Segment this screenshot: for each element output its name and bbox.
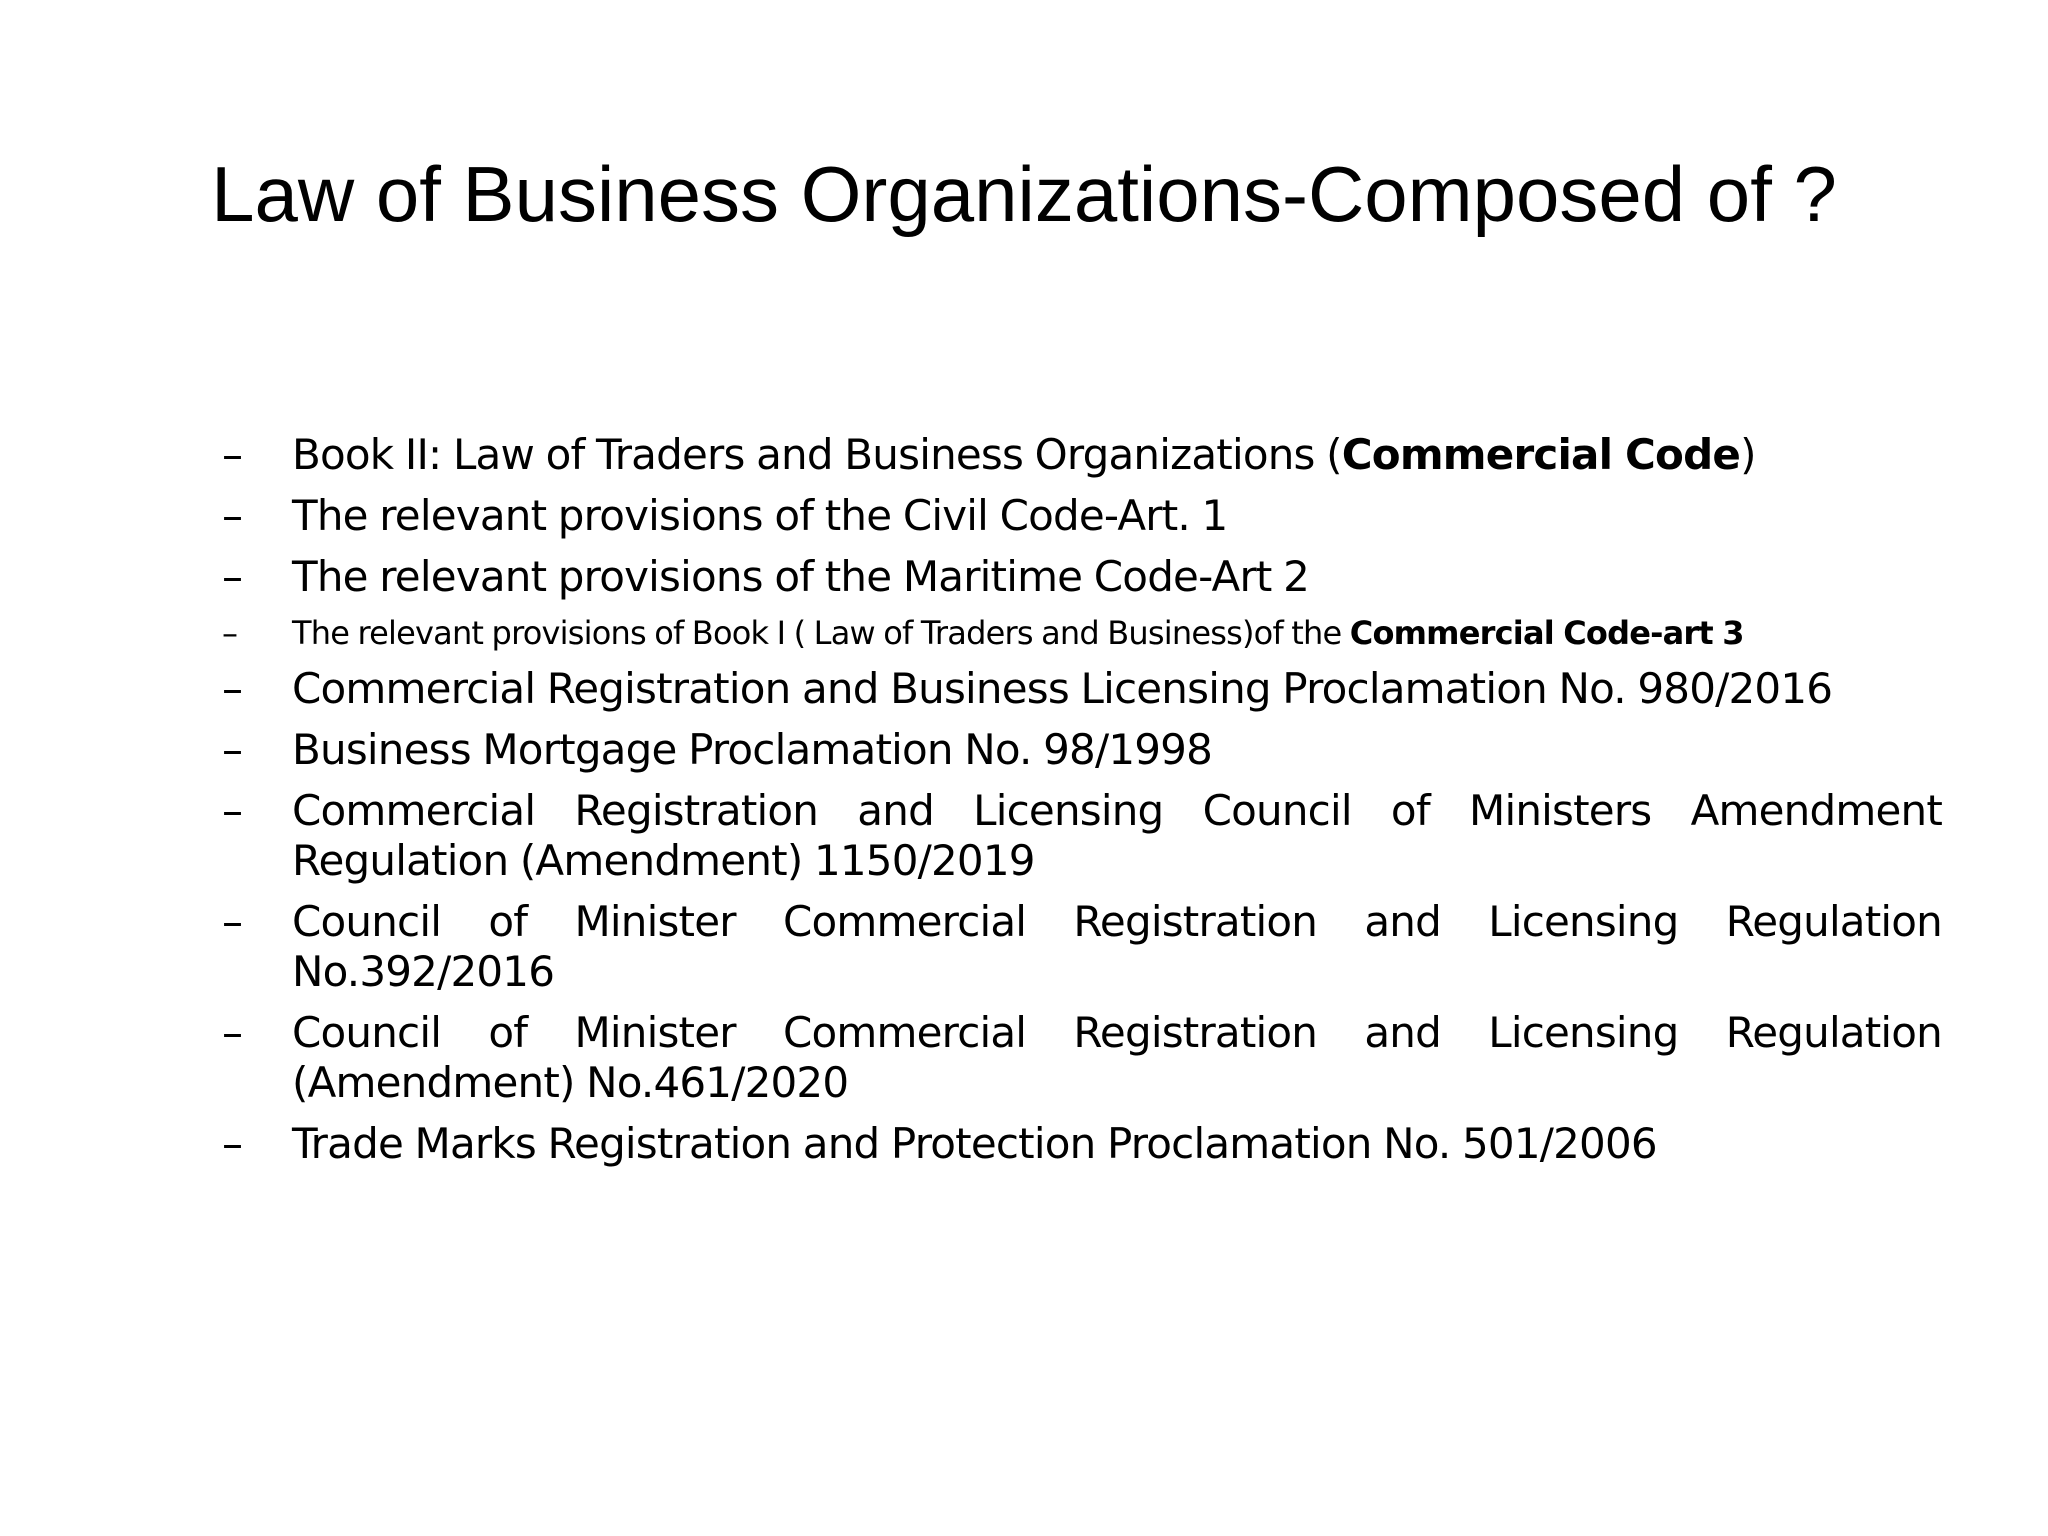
list-item-text: Trade Marks Registration and Protection Proclamation No. 501/2006	[292, 1119, 1657, 1168]
bullet-dash: –	[222, 1008, 243, 1057]
list-item	[222, 725, 1942, 775]
list-item-text: Commercial Registration and Licensing Council of Ministers Amendment Regulation (Amendment) 1150/2019	[292, 786, 1942, 885]
list-item-text: Council of Minister Commercial Registration and Licensing Regulation (Amendment) No.461/2020	[292, 1008, 1942, 1107]
bullet-list	[222, 430, 1942, 1180]
list-item	[222, 786, 1942, 886]
bullet-dash: –	[222, 430, 243, 479]
list-item	[222, 897, 1942, 997]
bullet-dash: –	[222, 491, 243, 540]
bullet-dash: –	[222, 552, 243, 601]
list-item-text: Business Mortgage Proclamation No. 98/1998	[292, 725, 1213, 774]
bullet-dash: –	[222, 614, 238, 652]
emphasis-text: Commercial Code	[1341, 430, 1741, 479]
list-item	[222, 1008, 1942, 1108]
emphasis-text: Commercial Code-art 3	[1349, 614, 1744, 652]
list-item-text: The relevant provisions of Book I ( Law of Traders and Business)of the Commercial Code-art 3	[292, 614, 1744, 652]
list-item-text: The relevant provisions of the Maritime Code-Art 2	[292, 552, 1310, 601]
list-item	[222, 613, 1942, 653]
list-item-text: The relevant provisions of the Civil Code-Art. 1	[292, 491, 1228, 540]
slide-title: Law of Business Organizations-Composed of ?	[211, 150, 1837, 238]
list-item	[222, 552, 1942, 602]
bullet-dash: –	[222, 897, 243, 946]
bullet-dash: –	[222, 725, 243, 774]
list-item	[222, 664, 1942, 714]
bullet-dash: –	[222, 1119, 243, 1168]
list-item	[222, 491, 1942, 541]
list-item	[222, 430, 1942, 480]
bullet-dash: –	[222, 786, 243, 835]
list-item-text: Council of Minister Commercial Registration and Licensing Regulation No.392/2016	[292, 897, 1942, 996]
list-item	[222, 1119, 1942, 1169]
list-item-text: Book II: Law of Traders and Business Organizations (Commercial Code)	[292, 430, 1756, 479]
list-item-text: Commercial Registration and Business Licensing Proclamation No. 980/2016	[292, 664, 1833, 713]
bullet-dash: –	[222, 664, 243, 713]
